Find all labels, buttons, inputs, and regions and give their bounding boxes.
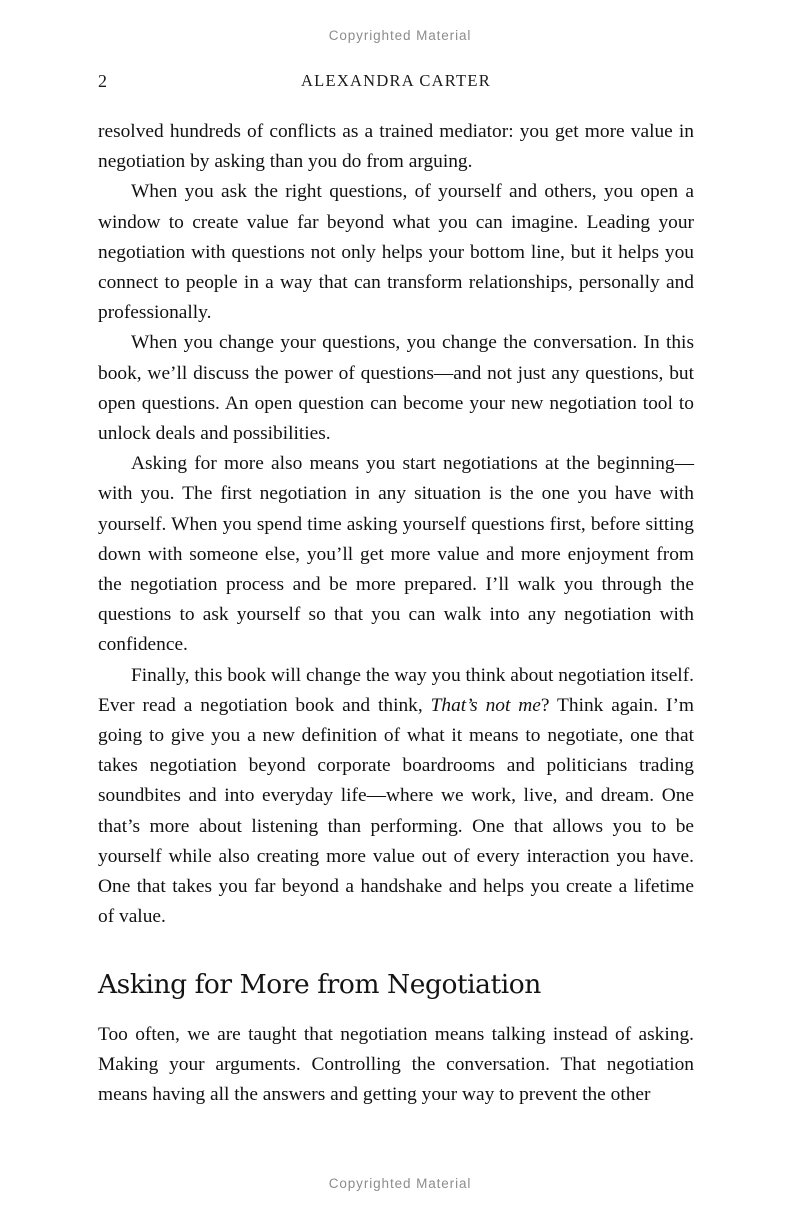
section-heading: Asking for More from Negotiation: [98, 969, 541, 1000]
paragraph-asking-for-more: Asking for more also means you start negotiations at the beginning—with you. The first negotiation in any situation is the one you have with yourself. When you spend time asking yourself questions first, before sitting down with someone else, you’ll get more value and more enjoyment from the negotiation process and be more prepared. I’ll walk you through the questions to ask yourself so that you can walk into any negotiation with confidence.: [98, 453, 694, 656]
paragraph-right-questions: When you ask the right questions, of yourself and others, you open a window to create value far beyond what you can imagine. Leading your negotiation with questions not only helps your bottom line, but it helps you connect to people in a way that can transform relationships, personally and professionally.: [98, 181, 694, 324]
body-text-column: [98, 117, 694, 932]
section-body-block: [98, 1020, 694, 1111]
paragraph-continuation: resolved hundreds of conflicts as a trained mediator: you get more value in negotiation by asking than you do from arguing.: [98, 121, 694, 173]
paragraph-new-definition: [98, 661, 694, 933]
paragraph-too-often: Too often, we are taught that negotiation means talking instead of asking. Making your arguments. Controlling the conversation. That negotiation means having all the answers and getting your way to prevent the other: [98, 1024, 694, 1106]
section-heading-block: [98, 968, 694, 1002]
copyright-watermark-bottom: Copyrighted Material: [328, 1176, 472, 1191]
paragraph-lead-text: Finally, this book will change the way you think about negotiation itself. Ever read a negotiation book and think,: [98, 664, 694, 716]
running-head: [98, 70, 694, 92]
copyright-watermark-top: Copyrighted Material: [328, 28, 472, 43]
italic-phrase: That’s not me: [430, 694, 541, 716]
paragraph-trail-text: ? Think again. I’m going to give you a new definition of what it means to negotiate, one that takes negotiation beyond corporate boardrooms and politicians trading soundbites and into everyday life—where we work, live, and dream. One that’s more about listening than performing. One that allows you to be yourself while also creating more value out of every interaction you have. One that takes you far beyond a handshake and helps you create a lifetime of value.: [98, 694, 694, 928]
page-number: 2: [98, 71, 107, 91]
running-head-author: ALEXANDRA CARTER: [301, 71, 491, 90]
paragraph-change-questions: When you change your questions, you change the conversation. In this book, we’ll discuss the power of questions—and not just any questions, but open questions. An open question can become your new negotiation tool to unlock deals and possibilities.: [98, 332, 694, 445]
